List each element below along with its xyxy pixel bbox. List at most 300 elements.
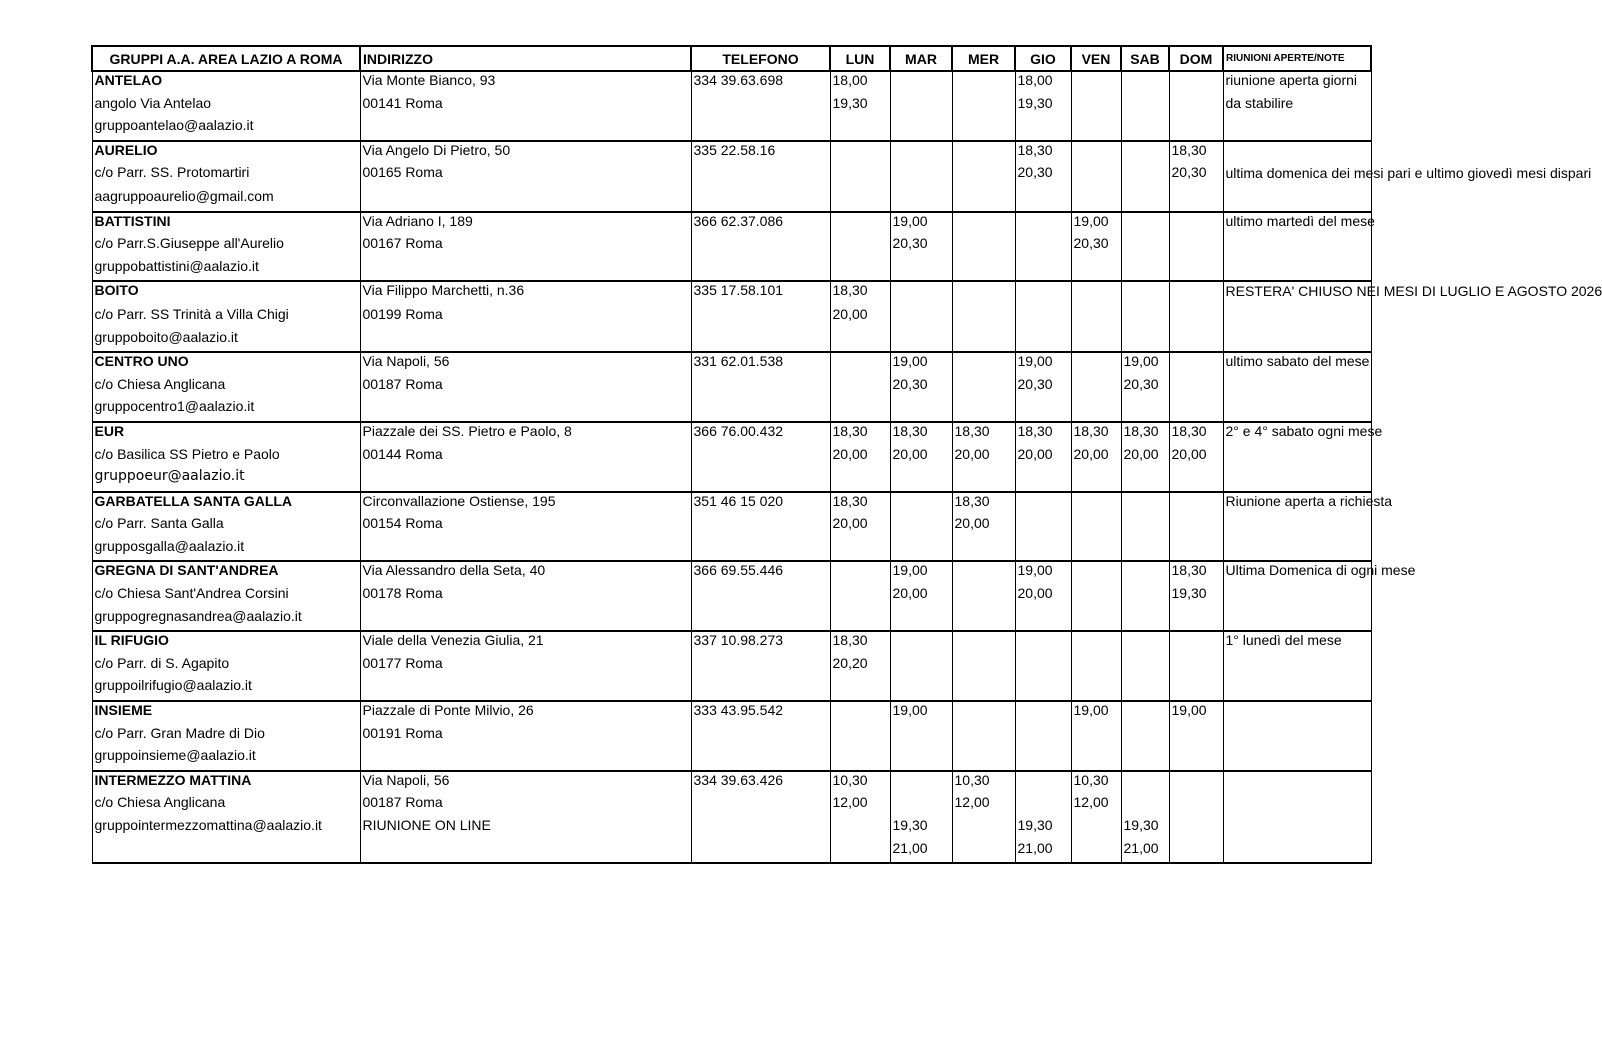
time-wed [952, 817, 1015, 840]
group-phone: 335 22.58.16 [691, 141, 830, 165]
group-name: CENTRO UNO [92, 352, 360, 376]
empty-cell [1071, 538, 1121, 562]
time-fri: 20,00 [1071, 446, 1121, 469]
group-notes: ultimo sabato del mese [1223, 352, 1371, 376]
time-sun: 19,00 [1169, 701, 1223, 725]
group-street: Via Adriano I, 189 [360, 212, 691, 236]
empty-cell [1071, 258, 1121, 282]
group-email: aagruppoaurelio@gmail.com [92, 188, 360, 212]
header-phone: TELEFONO [691, 46, 830, 71]
time-sun [1169, 631, 1223, 655]
time-wed: 20,00 [952, 515, 1015, 538]
group-street: Via Filippo Marchetti, n.36 [360, 281, 691, 306]
time-sun [1169, 771, 1223, 795]
time-wed: 20,00 [952, 446, 1015, 469]
group-phone: 333 43.95.542 [691, 701, 830, 725]
time-mon: 20,00 [830, 446, 890, 469]
time-sun [1169, 281, 1223, 306]
group-notes [1223, 701, 1371, 725]
header-day-fri: VEN [1071, 46, 1121, 71]
empty-cell [691, 188, 830, 212]
group-location: c/o Parr. Santa Galla [92, 515, 360, 538]
empty-cell [360, 538, 691, 562]
time-sun: 18,30 [1169, 561, 1223, 585]
empty-cell [830, 188, 890, 212]
time-sat [1121, 794, 1169, 817]
table-row [92, 538, 1371, 562]
empty-cell [1121, 608, 1169, 632]
time-mon [830, 212, 890, 236]
empty-cell [1169, 188, 1223, 212]
table-row [92, 608, 1371, 632]
empty-cell [1169, 747, 1223, 771]
empty-cell [1223, 258, 1371, 282]
group-notes-extra [1223, 235, 1371, 258]
time-tue [890, 794, 952, 817]
time-thu [1015, 515, 1071, 538]
time-mon: 19,30 [830, 95, 890, 118]
time-thu [1015, 306, 1071, 329]
empty-cell [691, 329, 830, 353]
group-location: c/o Parr. Gran Madre di Dio [92, 725, 360, 748]
time-thu: 20,00 [1015, 585, 1071, 608]
time-fri [1071, 352, 1121, 376]
empty-cell [360, 840, 691, 864]
empty-cell [890, 117, 952, 141]
time-thu [1015, 725, 1071, 748]
time-thu: 21,00 [1015, 840, 1071, 864]
time-fri [1071, 164, 1121, 188]
empty-cell [952, 468, 1015, 492]
empty-cell [1071, 468, 1121, 492]
empty-cell [890, 398, 952, 422]
table-row [92, 446, 1371, 469]
table-row [92, 71, 1371, 95]
table-row [92, 376, 1371, 399]
header-group: GRUPPI A.A. AREA LAZIO A ROMA [92, 46, 360, 71]
time-wed [952, 281, 1015, 306]
empty-cell [360, 188, 691, 212]
time-sun [1169, 235, 1223, 258]
group-email: grupposgalla@aalazio.it [92, 538, 360, 562]
table-row [92, 585, 1371, 608]
time-sat: 19,30 [1121, 817, 1169, 840]
empty-cell [691, 817, 830, 840]
empty-cell [360, 329, 691, 353]
time-fri [1071, 141, 1121, 165]
time-sun [1169, 212, 1223, 236]
table-row [92, 817, 1371, 840]
time-mon: 12,00 [830, 794, 890, 817]
time-tue: 19,00 [890, 212, 952, 236]
time-thu [1015, 281, 1071, 306]
group-street: Piazzale dei SS. Pietro e Paolo, 8 [360, 422, 691, 446]
empty-cell [691, 468, 830, 492]
group-notes: riunione aperta giorni [1223, 71, 1371, 95]
empty-cell [1169, 329, 1223, 353]
time-wed [952, 655, 1015, 678]
empty-cell [1071, 608, 1121, 632]
time-tue: 19,00 [890, 561, 952, 585]
table-row [92, 281, 1371, 306]
time-fri [1071, 725, 1121, 748]
empty-cell [952, 538, 1015, 562]
group-location: c/o Chiesa Sant'Andrea Corsini [92, 585, 360, 608]
time-sun [1169, 352, 1223, 376]
time-thu: 19,00 [1015, 561, 1071, 585]
time-wed [952, 376, 1015, 399]
empty-cell [890, 677, 952, 701]
group-notes-extra [1223, 585, 1371, 608]
empty-cell [1015, 677, 1071, 701]
time-wed [952, 212, 1015, 236]
time-sat [1121, 771, 1169, 795]
group-email: gruppogregnasandrea@aalazio.it [92, 608, 360, 632]
group-street: Via Napoli, 56 [360, 352, 691, 376]
time-thu [1015, 235, 1071, 258]
time-sat [1121, 515, 1169, 538]
empty-cell [92, 840, 360, 864]
time-wed [952, 840, 1015, 864]
empty-cell [1121, 677, 1169, 701]
time-tue [890, 71, 952, 95]
time-thu [1015, 492, 1071, 516]
empty-cell [360, 398, 691, 422]
empty-cell [360, 677, 691, 701]
time-thu: 19,30 [1015, 817, 1071, 840]
time-mon [830, 701, 890, 725]
empty-cell [360, 258, 691, 282]
time-thu [1015, 212, 1071, 236]
group-location: c/o Parr. di S. Agapito [92, 655, 360, 678]
empty-cell [1169, 608, 1223, 632]
time-thu: 19,30 [1015, 95, 1071, 118]
group-notes: 2° e 4° sabato ogni mese [1223, 422, 1371, 446]
time-sun [1169, 306, 1223, 329]
group-name: AURELIO [92, 141, 360, 165]
group-phone: 366 69.55.446 [691, 561, 830, 585]
header-day-wed: MER [952, 46, 1015, 71]
time-mon [830, 561, 890, 585]
time-thu: 20,30 [1015, 376, 1071, 399]
time-sat [1121, 492, 1169, 516]
time-thu: 18,30 [1015, 141, 1071, 165]
header-day-sun: DOM [1169, 46, 1223, 71]
group-notes-extra [1223, 655, 1371, 678]
header-notes: RIUNIONI APERTE/NOTE [1223, 46, 1371, 71]
time-wed: 10,30 [952, 771, 1015, 795]
time-sun [1169, 794, 1223, 817]
table-row [92, 515, 1371, 538]
time-thu [1015, 771, 1071, 795]
empty-cell [952, 677, 1015, 701]
header-address: INDIRIZZO [360, 46, 691, 71]
empty-cell [1121, 329, 1169, 353]
empty-cell [691, 164, 830, 188]
group-email: gruppoilrifugio@aalazio.it [92, 677, 360, 701]
time-wed: 18,30 [952, 492, 1015, 516]
empty-cell [1169, 258, 1223, 282]
empty-cell [1071, 117, 1121, 141]
time-sat [1121, 141, 1169, 165]
header-day-thu: GIO [1015, 46, 1071, 71]
table-row [92, 398, 1371, 422]
empty-cell [691, 95, 830, 118]
time-sat: 18,30 [1121, 422, 1169, 446]
time-sun [1169, 376, 1223, 399]
empty-cell [952, 188, 1015, 212]
empty-cell [1223, 840, 1371, 864]
table-row [92, 561, 1371, 585]
group-street: Viale della Venezia Giulia, 21 [360, 631, 691, 655]
group-city: 00191 Roma [360, 725, 691, 748]
empty-cell [1121, 538, 1169, 562]
empty-cell [691, 608, 830, 632]
empty-cell [1071, 747, 1121, 771]
time-tue [890, 725, 952, 748]
time-tue [890, 631, 952, 655]
time-fri [1071, 561, 1121, 585]
table-row [92, 631, 1371, 655]
time-fri: 19,00 [1071, 212, 1121, 236]
time-sun: 19,30 [1169, 585, 1223, 608]
time-tue [890, 492, 952, 516]
table-row [92, 794, 1371, 817]
time-sat: 21,00 [1121, 840, 1169, 864]
empty-cell [1071, 677, 1121, 701]
group-phone: 331 62.01.538 [691, 352, 830, 376]
group-notes-extra [1223, 306, 1371, 329]
time-wed [952, 164, 1015, 188]
time-tue: 20,00 [890, 446, 952, 469]
group-notes [1223, 771, 1371, 795]
empty-cell [1121, 188, 1169, 212]
group-notes: ultimo martedì del mese [1223, 212, 1371, 236]
time-mon: 20,20 [830, 655, 890, 678]
time-wed [952, 585, 1015, 608]
empty-cell [1169, 538, 1223, 562]
time-fri [1071, 655, 1121, 678]
table-row [92, 725, 1371, 748]
empty-cell [890, 329, 952, 353]
table-row [92, 95, 1371, 118]
group-name: INTERMEZZO MATTINA [92, 771, 360, 795]
group-city: 00187 Roma [360, 794, 691, 817]
empty-cell [952, 258, 1015, 282]
time-fri [1071, 515, 1121, 538]
empty-cell [830, 329, 890, 353]
time-fri [1071, 840, 1121, 864]
empty-cell [1015, 117, 1071, 141]
time-wed [952, 306, 1015, 329]
time-sun [1169, 515, 1223, 538]
time-fri [1071, 492, 1121, 516]
empty-cell [952, 608, 1015, 632]
time-mon [830, 725, 890, 748]
group-city: 00141 Roma [360, 95, 691, 118]
empty-cell [890, 608, 952, 632]
empty-cell [360, 608, 691, 632]
empty-cell [952, 117, 1015, 141]
empty-cell [691, 725, 830, 748]
group-notes: RESTERA' CHIUSO NEI MESI DI LUGLIO E AGOSTO 2026 [1223, 281, 1371, 306]
table-row [92, 164, 1371, 188]
empty-cell [691, 515, 830, 538]
empty-cell [830, 538, 890, 562]
empty-cell [691, 747, 830, 771]
empty-cell [830, 677, 890, 701]
group-notes-extra [1223, 376, 1371, 399]
group-city: 00177 Roma [360, 655, 691, 678]
time-sat: 20,30 [1121, 376, 1169, 399]
time-sat [1121, 235, 1169, 258]
time-thu: 20,30 [1015, 164, 1071, 188]
time-tue [890, 95, 952, 118]
time-mon: 18,30 [830, 631, 890, 655]
time-sun: 18,30 [1169, 141, 1223, 165]
time-sat [1121, 701, 1169, 725]
time-fri [1071, 376, 1121, 399]
time-sun [1169, 492, 1223, 516]
time-sun: 18,30 [1169, 422, 1223, 446]
empty-cell [830, 608, 890, 632]
group-street: Circonvallazione Ostiense, 195 [360, 492, 691, 516]
group-notes-extra [1223, 794, 1371, 817]
time-tue: 19,00 [890, 352, 952, 376]
table-row [92, 840, 1371, 864]
time-thu [1015, 655, 1071, 678]
group-street: Piazzale di Ponte Milvio, 26 [360, 701, 691, 725]
group-location: angolo Via Antelao [92, 95, 360, 118]
time-fri [1071, 585, 1121, 608]
empty-cell [691, 117, 830, 141]
table-row [92, 422, 1371, 446]
time-sun: 20,00 [1169, 446, 1223, 469]
empty-cell [1223, 608, 1371, 632]
group-city: 00199 Roma [360, 306, 691, 329]
time-thu [1015, 631, 1071, 655]
time-tue: 19,30 [890, 817, 952, 840]
time-fri [1071, 95, 1121, 118]
empty-cell [1015, 398, 1071, 422]
empty-cell [830, 468, 890, 492]
time-mon [830, 376, 890, 399]
time-fri: 18,30 [1071, 422, 1121, 446]
time-wed: 18,30 [952, 422, 1015, 446]
time-tue: 20,30 [890, 235, 952, 258]
aa-groups-table [91, 45, 1602, 864]
time-wed [952, 725, 1015, 748]
empty-cell [830, 258, 890, 282]
time-sun [1169, 840, 1223, 864]
time-mon: 18,00 [830, 71, 890, 95]
time-sun [1169, 817, 1223, 840]
empty-cell [952, 747, 1015, 771]
empty-cell [1223, 329, 1371, 353]
group-name: BATTISTINI [92, 212, 360, 236]
empty-cell [691, 585, 830, 608]
time-tue [890, 515, 952, 538]
group-location: c/o Parr.S.Giuseppe all'Aurelio [92, 235, 360, 258]
empty-cell [1015, 329, 1071, 353]
group-email: gruppoantelao@aalazio.it [92, 117, 360, 141]
empty-cell [1015, 188, 1071, 212]
table-row [92, 352, 1371, 376]
empty-cell [360, 117, 691, 141]
time-thu: 20,00 [1015, 446, 1071, 469]
time-fri [1071, 281, 1121, 306]
group-phone: 366 76.00.432 [691, 422, 830, 446]
empty-cell [1121, 258, 1169, 282]
empty-cell [830, 117, 890, 141]
group-street: Via Napoli, 56 [360, 771, 691, 795]
empty-cell [1121, 398, 1169, 422]
time-thu [1015, 701, 1071, 725]
empty-cell [1015, 538, 1071, 562]
group-name: GARBATELLA SANTA GALLA [92, 492, 360, 516]
header-day-mon: LUN [830, 46, 890, 71]
time-sat [1121, 212, 1169, 236]
table-row [92, 468, 1371, 492]
time-sun: 20,30 [1169, 164, 1223, 188]
group-notes-extra: ultima domenica dei mesi pari e ultimo giovedì mesi dispari [1223, 164, 1371, 188]
time-wed [952, 631, 1015, 655]
time-sat [1121, 164, 1169, 188]
table-header-row [92, 46, 1371, 71]
time-wed [952, 352, 1015, 376]
table-row [92, 329, 1371, 353]
empty-cell [1015, 258, 1071, 282]
group-street: Via Monte Bianco, 93 [360, 71, 691, 95]
empty-cell [1015, 747, 1071, 771]
empty-cell [890, 538, 952, 562]
group-notes: Riunione aperta a richiesta [1223, 492, 1371, 516]
table-row [92, 771, 1371, 795]
group-location: c/o Chiesa Anglicana [92, 794, 360, 817]
time-tue [890, 306, 952, 329]
group-name: INSIEME [92, 701, 360, 725]
group-city: 00167 Roma [360, 235, 691, 258]
time-fri [1071, 71, 1121, 95]
group-name: BOITO [92, 281, 360, 306]
time-mon [830, 164, 890, 188]
table-row [92, 655, 1371, 678]
table-row [92, 235, 1371, 258]
group-location: c/o Chiesa Anglicana [92, 376, 360, 399]
empty-cell [1121, 117, 1169, 141]
group-notes-extra [1223, 725, 1371, 748]
time-tue [890, 771, 952, 795]
time-mon [830, 585, 890, 608]
empty-cell [890, 747, 952, 771]
time-mon [830, 141, 890, 165]
time-fri [1071, 817, 1121, 840]
empty-cell [691, 655, 830, 678]
time-tue: 21,00 [890, 840, 952, 864]
empty-cell [1223, 538, 1371, 562]
time-sat [1121, 281, 1169, 306]
group-extra-address: RIUNIONE ON LINE [360, 817, 691, 840]
time-sat [1121, 585, 1169, 608]
time-fri: 12,00 [1071, 794, 1121, 817]
empty-cell [1169, 468, 1223, 492]
group-phone: 366 62.37.086 [691, 212, 830, 236]
group-name: GREGNA DI SANT'ANDREA [92, 561, 360, 585]
empty-cell [1121, 747, 1169, 771]
time-sun [1169, 95, 1223, 118]
table-row [92, 677, 1371, 701]
empty-cell [1015, 468, 1071, 492]
